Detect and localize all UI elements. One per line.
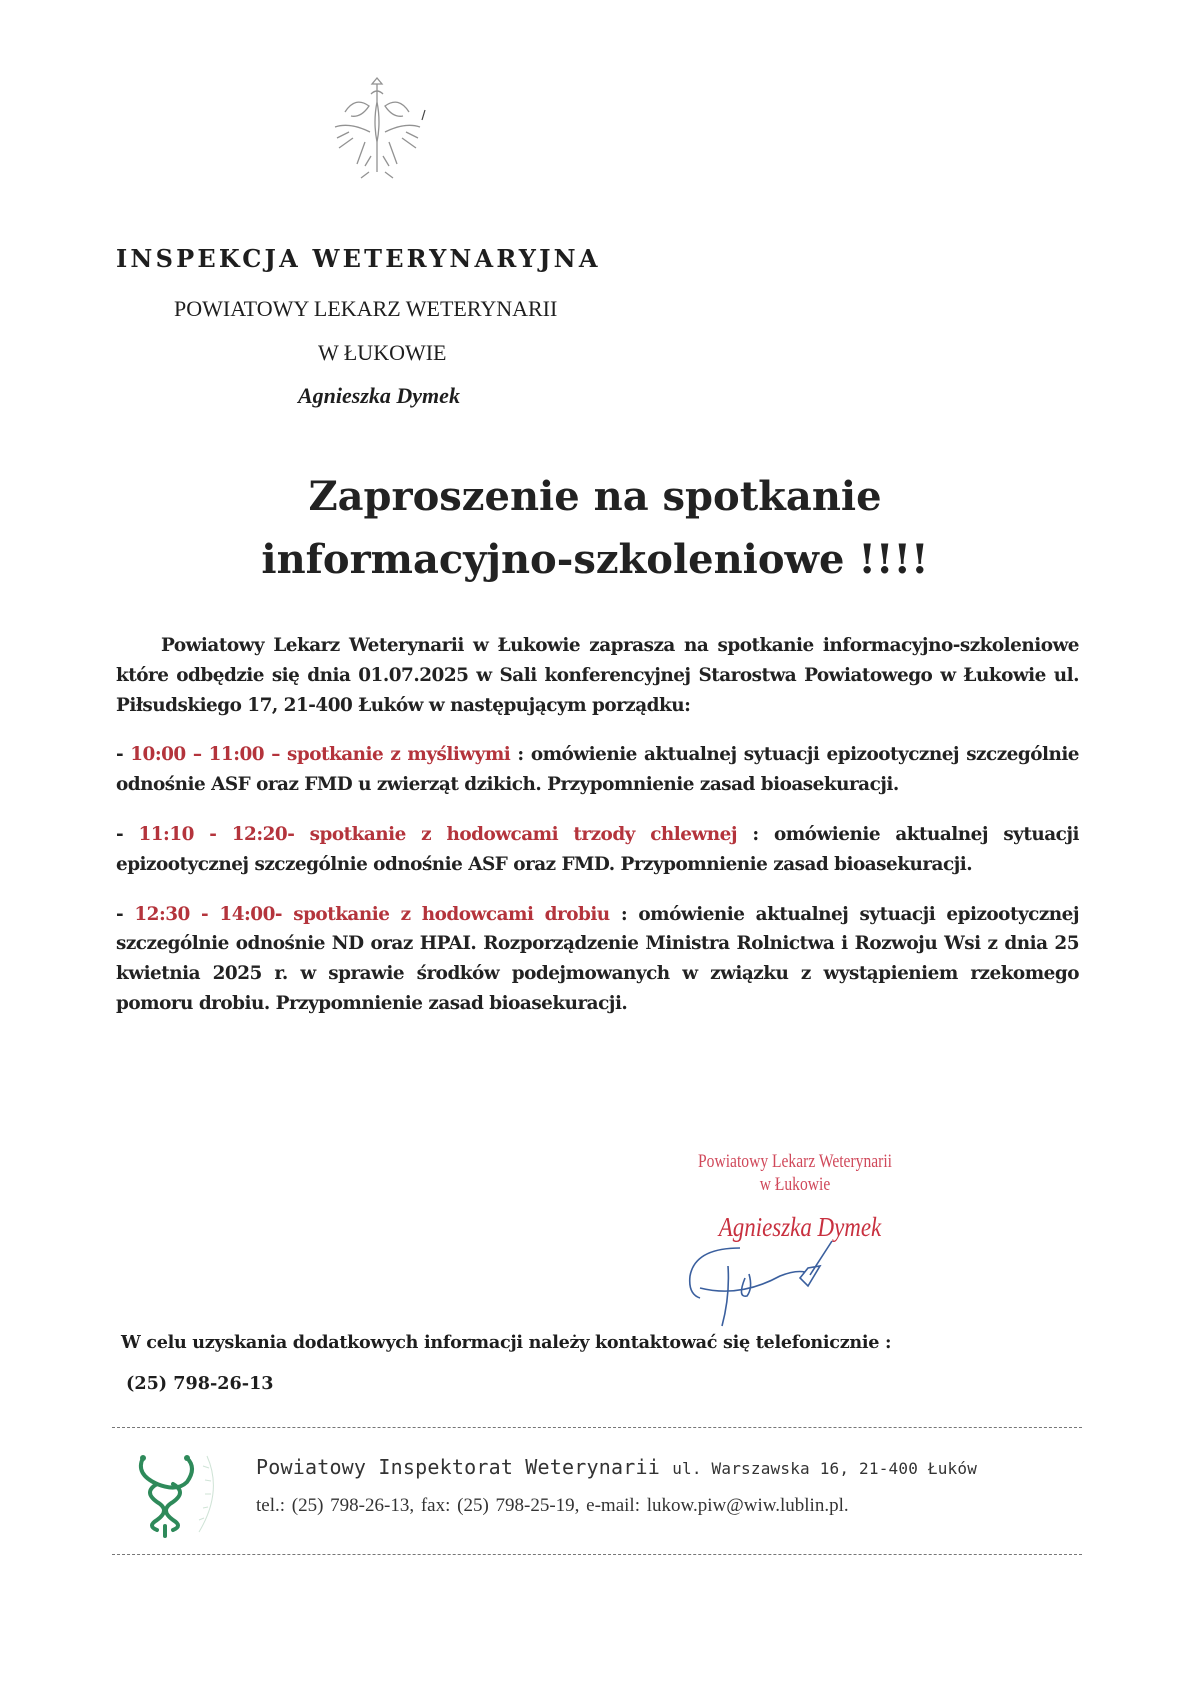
- stamp-line-2: w Łukowie: [759, 1174, 831, 1195]
- agenda-time: 12:30 - 14:00- spotkanie z hodowcami drobiu: [134, 903, 610, 925]
- official-stamp: [676, 1150, 914, 1196]
- footer-divider-bottom: [112, 1554, 1082, 1555]
- title-line-2: informacyjno-szkoleniowe !!!!: [261, 536, 929, 583]
- polish-eagle-emblem-icon: [325, 72, 430, 184]
- agenda-time: 11:10 - 12:20- spotkanie z hodowcami trzody chlewnej: [138, 823, 738, 845]
- veterinary-caduceus-logo-icon: [129, 1446, 224, 1538]
- agenda-dash: -: [116, 903, 135, 925]
- stamp-line-1: Powiatowy Lekarz Weterynarii: [697, 1151, 893, 1172]
- footer-divider-top: [112, 1427, 1082, 1428]
- contact-info-label: W celu uzyskania dodatkowych informacji należy kontaktować się telefonicznie :: [121, 1332, 892, 1353]
- agenda-dash: -: [116, 744, 131, 766]
- agenda-text: : omówienie aktualnej sytuacji epizootycznej szczególnie odnośnie ND oraz HPAI. Rozporządzenie Ministra Rolnictwa i Rozwoju Wsi z dnia 25 kwietnia 2025 r. w sprawie środków podejmowanych w związku z wystąpieniem rzekomego pomoru drobiu. Przypomnienie zasad bioasekuracji.: [116, 903, 1079, 1014]
- officer-name: Agnieszka Dymek: [298, 383, 460, 408]
- handwritten-signature: [670, 1240, 890, 1330]
- agenda-text: : omówienie aktualnej sytuacji epizootycznej szczególnie odnośnie ASF oraz FMD. Przypomnienie zasad bioasekuracji.: [116, 823, 1079, 875]
- institution-heading: INSPEKCJA WETERYNARYJNA: [116, 244, 601, 273]
- agenda-dash: -: [116, 823, 139, 845]
- office-heading: POWIATOWY LEKARZ WETERYNARII: [174, 296, 558, 321]
- stamp-name: Agnieszka Dymek: [718, 1212, 882, 1242]
- title-line-1: Zaproszenie na spotkanie: [308, 473, 882, 520]
- location-heading: W ŁUKOWIE: [318, 340, 447, 365]
- footer-org-name: Powiatowy Inspektorat Weterynarii: [256, 1455, 660, 1479]
- contact-phone: (25) 798-26-13: [126, 1373, 274, 1394]
- agenda-time: 10:00 – 11:00 – spotkanie z myśliwymi: [130, 744, 511, 766]
- footer-address: ul. Warszawska 16, 21-400 Łuków: [672, 1459, 978, 1478]
- document-body: [116, 631, 1079, 1039]
- agenda-item: [116, 820, 1079, 880]
- footer-organization: [256, 1455, 977, 1479]
- footer-contacts: tel.: (25) 798-26-13, fax: (25) 798-25-19, e-mail: lukow.piw@wiw.lublin.pl.: [256, 1495, 849, 1516]
- intro-paragraph: Powiatowy Lekarz Weterynarii w Łukowie zaprasza na spotkanie informacyjno-szkoleniowe które odbędzie się dnia 01.07.2025 w Sali konferencyjnej Starostwa Powiatowego w Łukowie ul. Piłsudskiego 17, 21-400 Łuków w następującym porządku:: [116, 635, 1079, 716]
- agenda-item: [116, 900, 1079, 1019]
- agenda-text: : omówienie aktualnej sytuacji epizootycznej szczególnie odnośnie ASF oraz FMD u zwierząt dzikich. Przypomnienie zasad bioasekuracji.: [116, 744, 1080, 796]
- document-title: [0, 465, 1190, 591]
- agenda-item: [116, 740, 1079, 800]
